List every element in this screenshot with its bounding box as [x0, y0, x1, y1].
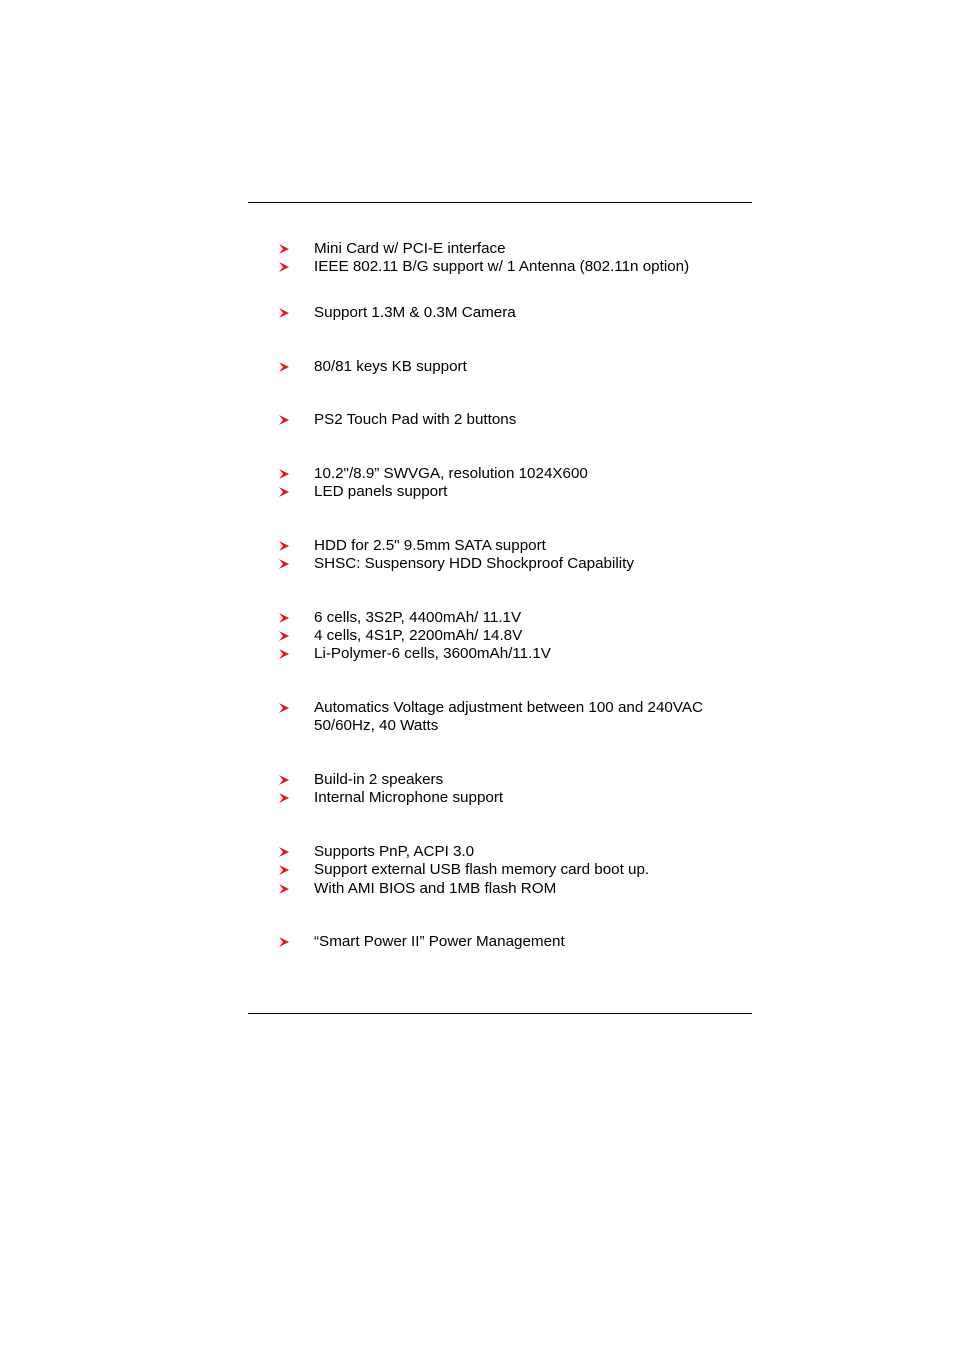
arrowhead-bullet-icon	[278, 243, 290, 255]
list-item-text	[314, 699, 703, 735]
list-item-text: PS2 Touch Pad with 2 buttons	[314, 411, 517, 428]
arrowhead-bullet-icon	[278, 846, 290, 858]
list-item-text: 80/81 keys KB support	[314, 358, 467, 375]
arrowhead-bullet-icon	[278, 612, 290, 624]
arrowhead-bullet-icon	[278, 540, 290, 552]
arrowhead-bullet-icon	[278, 936, 290, 948]
arrowhead-bullet-icon	[278, 261, 290, 273]
arrowhead-bullet-icon	[278, 648, 290, 660]
list-item-text: IEEE 802.11 B/G support w/ 1 Antenna (802.11n option)	[314, 258, 690, 275]
top-divider	[248, 202, 752, 203]
list-item-text: 6 cells, 3S2P, 4400mAh/ 11.1V	[314, 609, 522, 626]
list-item-text: LED panels support	[314, 483, 448, 500]
arrowhead-bullet-icon	[278, 468, 290, 480]
arrowhead-bullet-icon	[278, 792, 290, 804]
list-item-text: Li-Polymer-6 cells, 3600mAh/11.1V	[314, 645, 551, 662]
list-item-text: With AMI BIOS and 1MB flash ROM	[314, 880, 557, 897]
list-item-text: 10.2"/8.9” SWVGA, resolution 1024X600	[314, 465, 588, 482]
bottom-divider	[248, 1013, 752, 1014]
arrowhead-bullet-icon	[278, 702, 290, 714]
arrowhead-bullet-icon	[278, 883, 290, 895]
arrowhead-bullet-icon	[278, 558, 290, 570]
list-item-text: SHSC: Suspensory HDD Shockproof Capability	[314, 555, 634, 572]
arrowhead-bullet-icon	[278, 864, 290, 876]
list-item-text: Support 1.3M & 0.3M Camera	[314, 304, 516, 321]
arrowhead-bullet-icon	[278, 630, 290, 642]
arrowhead-bullet-icon	[278, 486, 290, 498]
arrowhead-bullet-icon	[278, 361, 290, 373]
list-item-text: Support external USB flash memory card boot up.	[314, 861, 650, 878]
list-item-text: Supports PnP, ACPI 3.0	[314, 843, 475, 860]
arrowhead-bullet-icon	[278, 414, 290, 426]
arrowhead-bullet-icon	[278, 774, 290, 786]
list-item-text: HDD for 2.5" 9.5mm SATA support	[314, 537, 546, 554]
list-item-text: 4 cells, 4S1P, 2200mAh/ 14.8V	[314, 627, 523, 644]
list-item-text: Internal Microphone support	[314, 789, 504, 806]
list-item-line: Automatics Voltage adjustment between 100 and 240VAC	[314, 699, 703, 716]
list-item-text: Build-in 2 speakers	[314, 771, 444, 788]
arrowhead-bullet-icon	[278, 307, 290, 319]
list-item-line: 50/60Hz, 40 Watts	[314, 717, 439, 734]
list-item-text: Mini Card w/ PCI-E interface	[314, 240, 506, 257]
list-item-text: “Smart Power II” Power Management	[314, 933, 565, 950]
